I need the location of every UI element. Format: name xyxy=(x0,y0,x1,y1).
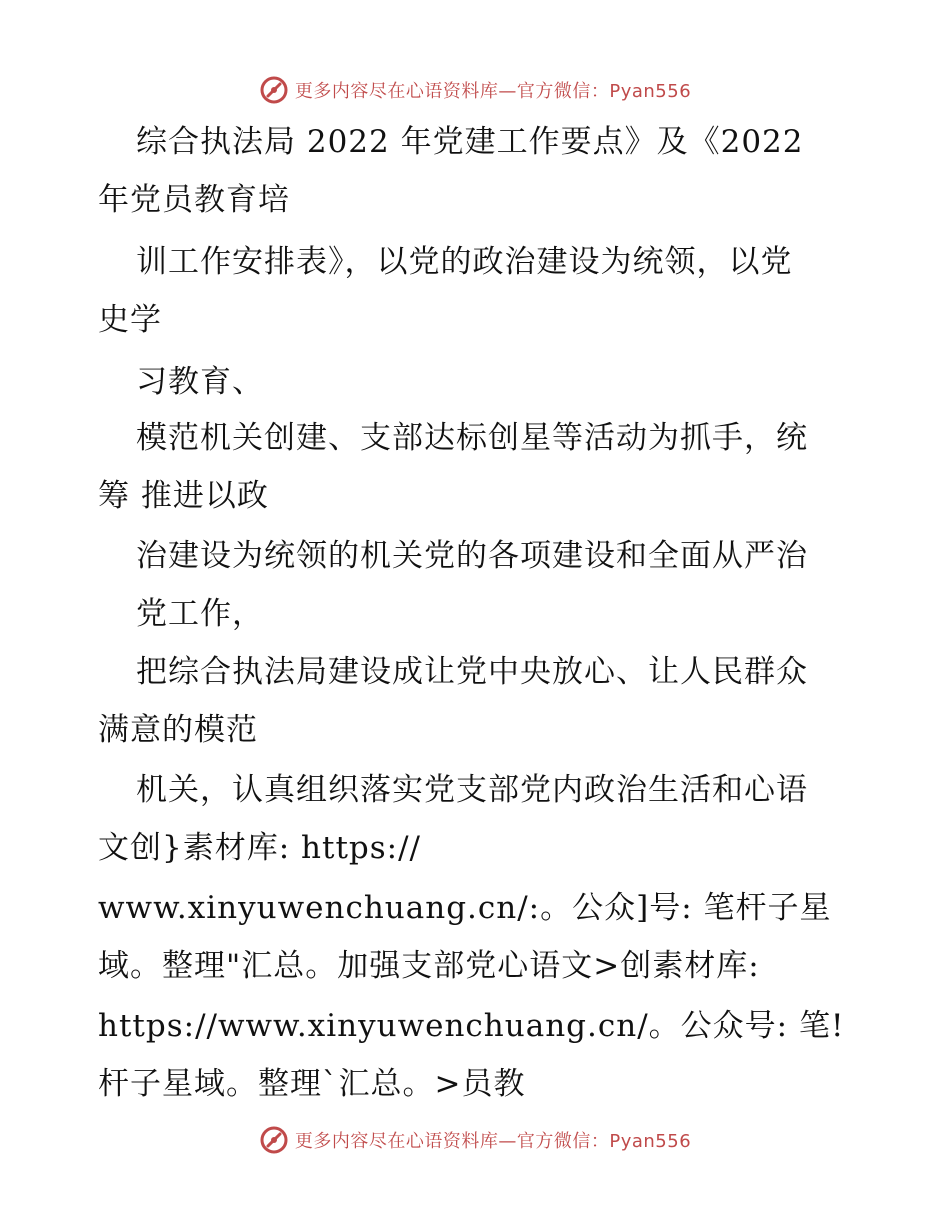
text-line: 域。整理"汇总。加强支部党心语文>创素材库: xyxy=(98,948,760,984)
text-line: 习教育、 xyxy=(136,364,264,400)
text-line: 综合执法局 2022 年党建工作要点》及《2022 xyxy=(136,124,804,160)
header-watermark xyxy=(0,72,950,108)
text-line: 史学 xyxy=(98,302,162,338)
footer-watermark xyxy=(0,1122,950,1158)
text-line: 党工作， xyxy=(136,596,264,632)
text-line: 年党员教育培 xyxy=(98,182,290,218)
footer-watermark-text: 更多内容尽在心语资料库—官方微信：Pyan556 xyxy=(294,1131,692,1152)
header-watermark-text: 更多内容尽在心语资料库—官方微信：Pyan556 xyxy=(294,81,692,102)
text-line: www.xinyuwenchuang.cn/:。公众]号: 笔杆子星 xyxy=(98,890,832,926)
text-line: 筹 推进以政 xyxy=(98,478,269,514)
text-line: 文创}素材库: https:// xyxy=(98,830,421,866)
brand-logo-icon xyxy=(259,1125,289,1155)
text-line: 把综合执法局建设成让党中央放心、让人民群众 xyxy=(136,654,808,690)
text-line: 机关，认真组织落实党支部党内政治生活和心语 xyxy=(136,772,808,808)
text-line: 模范机关创建、支部达标创星等活动为抓手，统 xyxy=(136,420,808,456)
brand-logo-icon xyxy=(259,75,289,105)
text-line: 治建设为统领的机关党的各项建设和全面从严治 xyxy=(136,538,808,574)
text-line: https://www.xinyuwenchuang.cn/。公众号: 笔! xyxy=(98,1008,845,1044)
text-line: 满意的模范 xyxy=(98,712,258,748)
text-line: 杆子星域。整理`汇总。>员教 xyxy=(98,1066,526,1102)
text-line: 训工作安排表》，以党的政治建设为统领，以党 xyxy=(136,244,793,280)
